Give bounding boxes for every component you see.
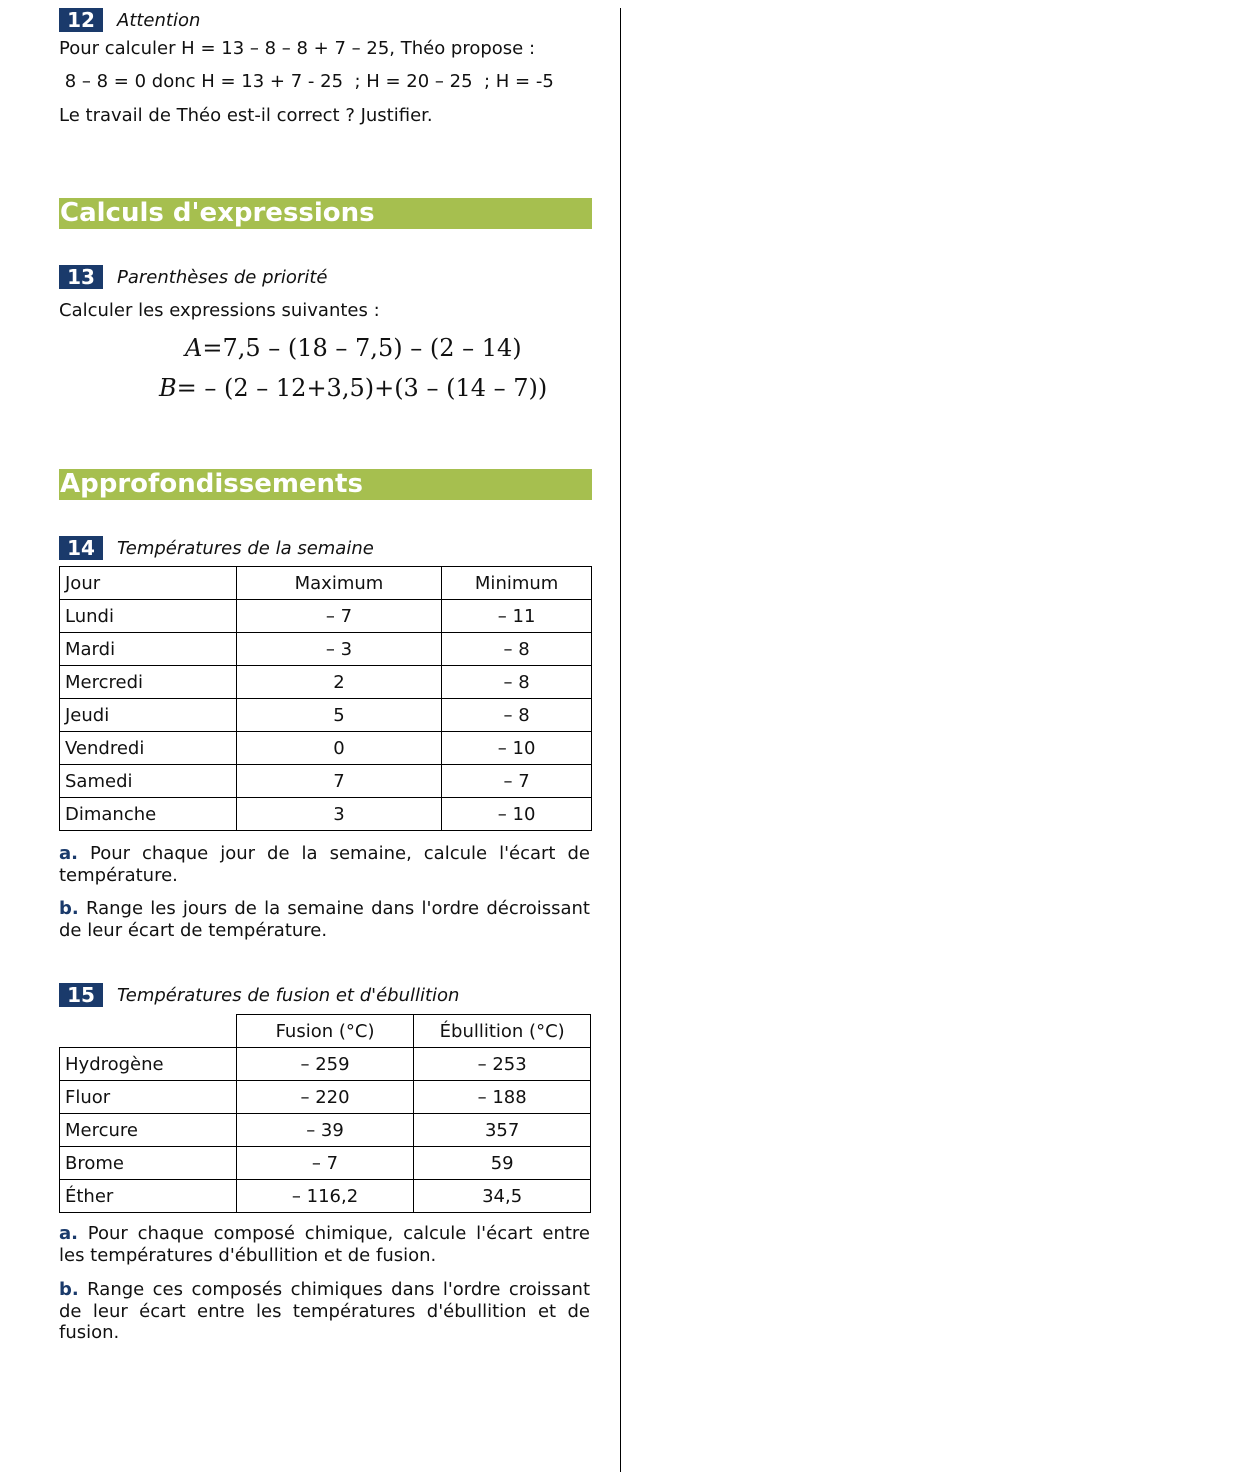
- exercise-15-question-a: [59, 1223, 590, 1266]
- table-cell: Mercure: [60, 1114, 237, 1147]
- section-heading-approfondissements: Approfondissements: [59, 469, 592, 500]
- exercise-12-statement: Pour calculer H = 13 – 8 – 8 + 7 – 25, Théo propose :: [59, 38, 536, 59]
- exercise-title: Parenthèses de priorité: [117, 266, 328, 288]
- header-cell: Maximum: [236, 567, 442, 600]
- header-cell: Minimum: [442, 567, 592, 600]
- exercise-12-question: Le travail de Théo est-il correct ? Justifier.: [59, 105, 433, 126]
- table-cell: – 7: [442, 765, 592, 798]
- exercise-title: Attention: [117, 9, 201, 31]
- table-header-row: [60, 567, 592, 600]
- table-cell: Mardi: [60, 633, 237, 666]
- table-cell: – 11: [442, 600, 592, 633]
- table-row: [60, 1114, 591, 1147]
- table-row: [60, 1147, 591, 1180]
- question-label: b.: [59, 1279, 79, 1300]
- fusion-boiling-table: [59, 1014, 591, 1213]
- exercise-number-badge: 12: [59, 8, 103, 32]
- header-cell: Fusion (°C): [236, 1015, 414, 1048]
- table-cell: Fluor: [60, 1081, 237, 1114]
- table-cell: 5: [236, 699, 442, 732]
- table-cell: – 10: [442, 798, 592, 831]
- table-cell: – 3: [236, 633, 442, 666]
- table-row: [60, 600, 592, 633]
- table-cell: – 7: [236, 600, 442, 633]
- question-text: Range ces composés chimiques dans l'ordre croissant de leur écart entre les températures d'ébullition et de fusion.: [59, 1279, 590, 1343]
- expression-b: [159, 374, 547, 402]
- question-text: Pour chaque jour de la semaine, calcule l'écart de température.: [59, 843, 590, 886]
- expression-a-variable: A: [185, 334, 203, 362]
- table-cell: 59: [414, 1147, 591, 1180]
- table-row: [60, 765, 592, 798]
- table-row: [60, 1081, 591, 1114]
- table-header-row: [60, 1015, 591, 1048]
- exercise-15-question-b: [59, 1279, 590, 1344]
- table-row: [60, 633, 592, 666]
- table-cell: Vendredi: [60, 732, 237, 765]
- table-cell: Éther: [60, 1180, 237, 1213]
- table-cell: Dimanche: [60, 798, 237, 831]
- header-cell: Jour: [60, 567, 237, 600]
- header-cell: Ébullition (°C): [414, 1015, 591, 1048]
- table-cell: 2: [236, 666, 442, 699]
- expression-b-variable: B: [159, 374, 177, 402]
- exercise-14-question-a: [59, 843, 590, 886]
- table-cell: 0: [236, 732, 442, 765]
- table-cell: 3: [236, 798, 442, 831]
- table-row: [60, 798, 592, 831]
- table-row: [60, 1180, 591, 1213]
- table-row: [60, 732, 592, 765]
- exercise-13-intro: Calculer les expressions suivantes :: [59, 300, 380, 321]
- question-text: Range les jours de la semaine dans l'ordre décroissant de leur écart de température.: [59, 898, 590, 941]
- expression-a: [185, 334, 522, 362]
- exercise-number-badge: 15: [59, 983, 103, 1007]
- question-label: a.: [59, 1223, 78, 1244]
- table-row: [60, 699, 592, 732]
- question-label: a.: [59, 843, 78, 864]
- table-cell: – 7: [236, 1147, 414, 1180]
- table-cell: 357: [414, 1114, 591, 1147]
- exercise-12-header: [59, 8, 200, 32]
- exercise-title: Températures de fusion et d'ébullition: [117, 984, 460, 1006]
- expression-a-body: =7,5 – (18 – 7,5) – (2 – 14): [202, 334, 522, 362]
- table-cell: – 8: [442, 699, 592, 732]
- exercise-14-question-b: [59, 898, 590, 941]
- exercise-number-badge: 13: [59, 265, 103, 289]
- exercise-14-header: [59, 536, 374, 560]
- table-cell: – 10: [442, 732, 592, 765]
- table-cell: Hydrogène: [60, 1048, 237, 1081]
- table-row: [60, 666, 592, 699]
- question-label: b.: [59, 898, 79, 919]
- header-cell-empty: [60, 1015, 237, 1048]
- exercise-number-badge: 14: [59, 536, 103, 560]
- table-cell: – 188: [414, 1081, 591, 1114]
- exercise-13-header: [59, 265, 327, 289]
- table-cell: – 259: [236, 1048, 414, 1081]
- question-text: Pour chaque composé chimique, calcule l'écart entre les températures d'ébullition et de fusion.: [59, 1223, 590, 1266]
- expression-b-body: = – (2 – 12+3,5)+(3 – (14 – 7)): [176, 374, 548, 402]
- table-cell: 34,5: [414, 1180, 591, 1213]
- table-cell: – 253: [414, 1048, 591, 1081]
- table-cell: – 8: [442, 666, 592, 699]
- table-cell: Jeudi: [60, 699, 237, 732]
- exercise-12-proposal: 8 – 8 = 0 donc H = 13 + 7 - 25 ; H = 20 – 25 ; H = -5: [59, 71, 554, 92]
- column-divider: [620, 8, 621, 1472]
- section-heading-calculs: Calculs d'expressions: [59, 198, 592, 229]
- table-cell: – 116,2: [236, 1180, 414, 1213]
- table-cell: Samedi: [60, 765, 237, 798]
- exercise-15-header: [59, 983, 459, 1007]
- table-cell: – 8: [442, 633, 592, 666]
- table-cell: – 220: [236, 1081, 414, 1114]
- exercise-title: Températures de la semaine: [117, 537, 374, 559]
- table-cell: – 39: [236, 1114, 414, 1147]
- table-cell: 7: [236, 765, 442, 798]
- temperature-week-table: [59, 566, 592, 831]
- table-cell: Mercredi: [60, 666, 237, 699]
- table-row: [60, 1048, 591, 1081]
- table-cell: Lundi: [60, 600, 237, 633]
- table-cell: Brome: [60, 1147, 237, 1180]
